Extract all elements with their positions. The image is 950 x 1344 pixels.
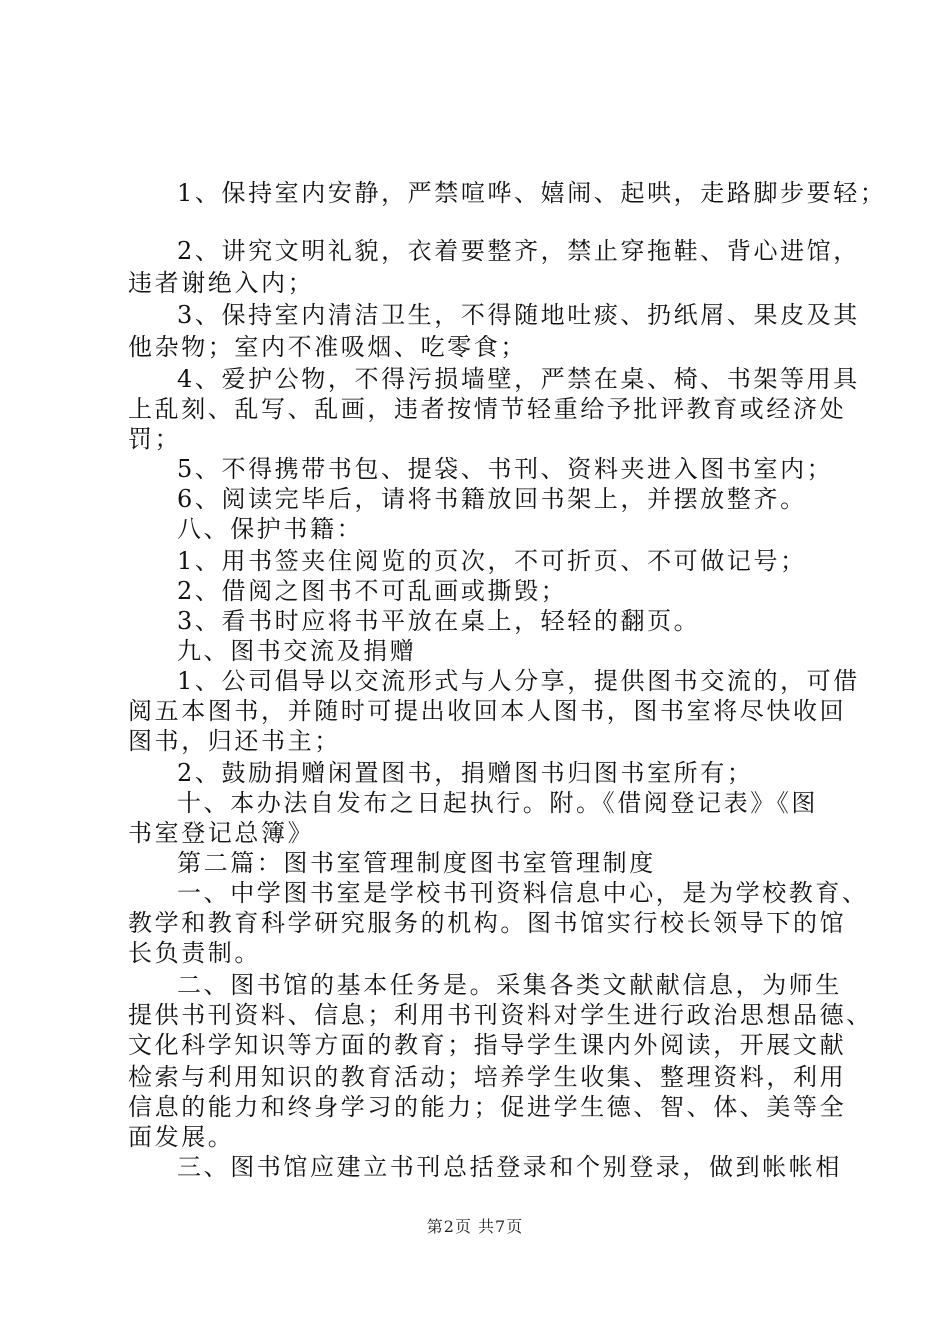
text-line: 1、公司倡导以交流形式与人分享，提供图书交流的，可借 (177, 667, 860, 695)
text-line: 文化科学知识等方面的教育；指导学生课内外阅读，开展文献 (128, 1031, 847, 1059)
text-line: 书室登记总簿》 (128, 819, 315, 847)
text-line: 阅五本图书，并随时可提出收回本人图书，图书室将尽快收回 (128, 697, 847, 725)
text-line: 三、图书馆应建立书刊总括登录和个别登录，做到帐帐相 (177, 1153, 842, 1181)
text-line: 违者谢绝入内； (128, 269, 315, 297)
text-line: 2、讲究文明礼貌，衣着要整齐，禁止穿拖鞋、背心进馆， (177, 237, 860, 265)
text-line: 1、用书签夹住阅览的页次，不可折页、不可做记号； (177, 547, 807, 575)
text-line: 上乱刻、乱写、乱画，违者按情节轻重给予批评教育或经济处 (128, 395, 847, 423)
text-line: 4、爱护公物，不得污损墙壁，严禁在桌、椅、书架等用具 (177, 365, 860, 393)
text-line: 检索与利用知识的教育活动；培养学生收集、整理资料，利用 (128, 1063, 847, 1091)
text-line: 2、鼓励捐赠闲置图书，捐赠图书归图书室所有； (177, 759, 754, 787)
text-line: 教学和教育科学研究服务的机构。图书馆实行校长领导下的馆 (128, 909, 847, 937)
text-line: 罚； (128, 425, 182, 453)
section-heading: 八、保护书籍： (177, 515, 364, 543)
text-line: 2、借阅之图书不可乱画或撕毁； (177, 577, 568, 605)
page-number-footer: 第2页 共7页 (426, 1217, 524, 1236)
text-line: 面发展。 (128, 1123, 235, 1151)
text-line: 5、不得携带书包、提袋、书刊、资料夹进入图书室内； (177, 455, 834, 483)
text-line: 3、看书时应将书平放在桌上，轻轻的翻页。 (177, 607, 701, 635)
text-line: 图书，归还书主； (128, 727, 341, 755)
text-line: 他杂物；室内不准吸烟、吃零食； (128, 333, 527, 361)
text-line: 6、阅读完毕后，请将书籍放回书架上，并摆放整齐。 (177, 485, 807, 513)
text-line: 十、本办法自发布之日起执行。附。《借阅登记表》《图 (177, 789, 818, 817)
chapter-heading: 第二篇：图书室管理制度图书室管理制度 (177, 849, 656, 877)
text-line: 一、中学图书室是学校书刊资料信息中心，是为学校教育、 (177, 879, 869, 907)
text-line: 长负责制。 (128, 939, 261, 967)
text-line: 二、图书馆的基本任务是。采集各类文献献信息，为师生 (177, 971, 842, 999)
text-line: 3、保持室内清洁卫生，不得随地吐痰、扔纸屑、果皮及其 (177, 301, 860, 329)
text-line: 信息的能力和终身学习的能力；促进学生德、智、体、美等全 (128, 1093, 847, 1121)
text-line: 提供书刊资料、信息；利用书刊资料对学生进行政治思想品德、 (128, 1001, 873, 1029)
text-line: 1、保持室内安静，严禁喧哗、嬉闹、起哄，走路脚步要轻； (177, 179, 887, 207)
section-heading: 九、图书交流及捐赠 (177, 637, 417, 665)
